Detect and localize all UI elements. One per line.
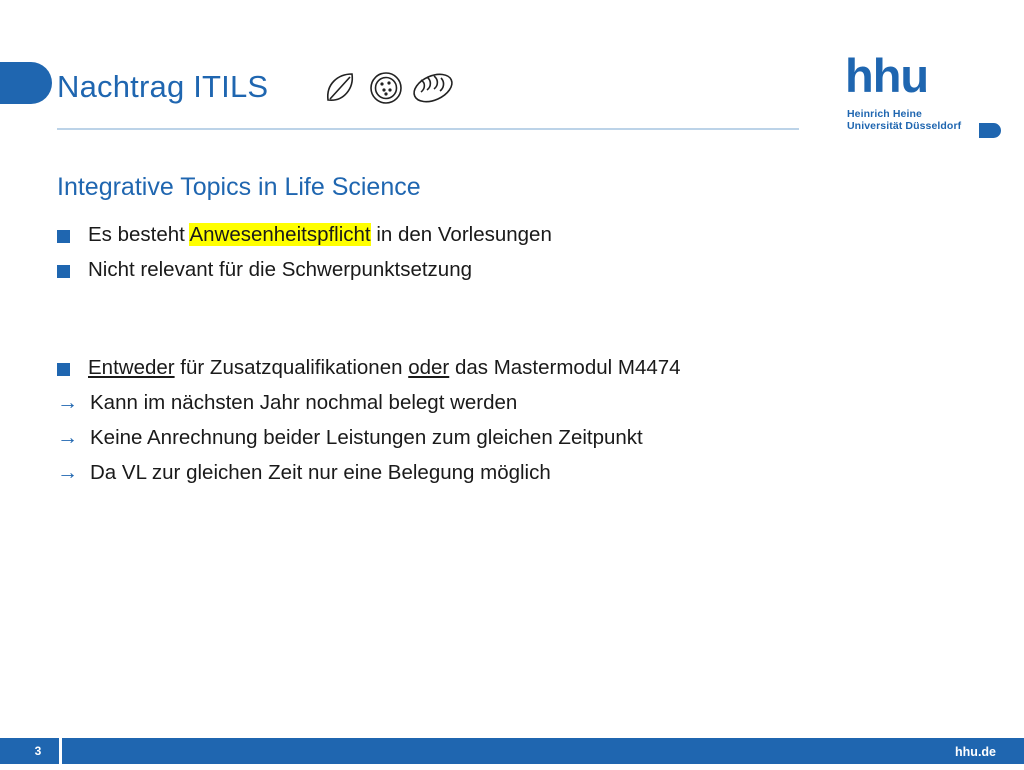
hhu-logo: [845, 49, 990, 140]
list-item: [57, 256, 957, 284]
header-accent-tab: [0, 62, 52, 104]
list-item: [57, 424, 957, 452]
arrow-right-icon: →: [57, 461, 78, 484]
square-bullet-icon: [57, 265, 70, 278]
arrow-right-icon: →: [57, 391, 78, 414]
text-span: das Mastermodul M4474: [449, 356, 681, 379]
underlined-text: oder: [408, 356, 450, 379]
leaf-icon: [328, 74, 352, 100]
list-item-text: [88, 256, 472, 284]
footer-bar: [0, 738, 1024, 764]
list-item-text: [88, 354, 681, 382]
text-span: Es besteht: [88, 223, 190, 246]
list-item-text: [90, 389, 517, 417]
list-item-text: [90, 424, 643, 452]
list-item: [57, 354, 957, 382]
list-item-text: [90, 459, 551, 487]
title-divider: [57, 128, 799, 130]
logo-subtitle-line1: Heinrich Heine: [847, 108, 922, 120]
page-number: 3: [34, 744, 42, 758]
footer-url: hhu.de: [955, 745, 996, 759]
text-span: Da VL zur gleichen Zeit nur eine Belegung möglich: [90, 461, 551, 484]
list-item: [57, 389, 957, 417]
text-span: für Zusatzqualifikationen: [174, 356, 409, 379]
mitochondrion-icon: [410, 69, 456, 107]
square-bullet-icon: [57, 230, 70, 243]
logo-wordmark: hhu: [845, 49, 929, 102]
logo-subtitle-line2: Universität Düsseldorf: [847, 120, 962, 132]
logo-subtitle: [847, 108, 961, 132]
list-item: [57, 459, 957, 487]
list-item: [57, 221, 957, 249]
bullet-list-primary: [57, 221, 957, 291]
arrow-right-icon: →: [57, 426, 78, 449]
title-icon-group: [322, 68, 462, 110]
text-span: Kann im nächsten Jahr nochmal belegt werden: [90, 391, 518, 414]
highlighted-text: Anwesenheitspflicht: [189, 223, 371, 246]
text-span: Keine Anrechnung beider Leistungen zum gleichen Zeitpunkt: [90, 426, 643, 449]
page-title: Nachtrag ITILS: [57, 69, 269, 104]
bullet-list-secondary: [57, 354, 957, 494]
slide-subtitle: Integrative Topics in Life Science: [57, 173, 421, 201]
logo-accent-shape: [979, 123, 1001, 138]
page-number-box: [17, 738, 62, 764]
list-item-text: [88, 221, 552, 249]
square-bullet-icon: [57, 363, 70, 376]
text-span: in den Vorlesungen: [370, 223, 552, 246]
text-span: Nicht relevant für die Schwerpunktsetzung: [88, 258, 473, 281]
underlined-text: Entweder: [88, 356, 175, 379]
cell-nucleus-icon: [371, 73, 401, 103]
